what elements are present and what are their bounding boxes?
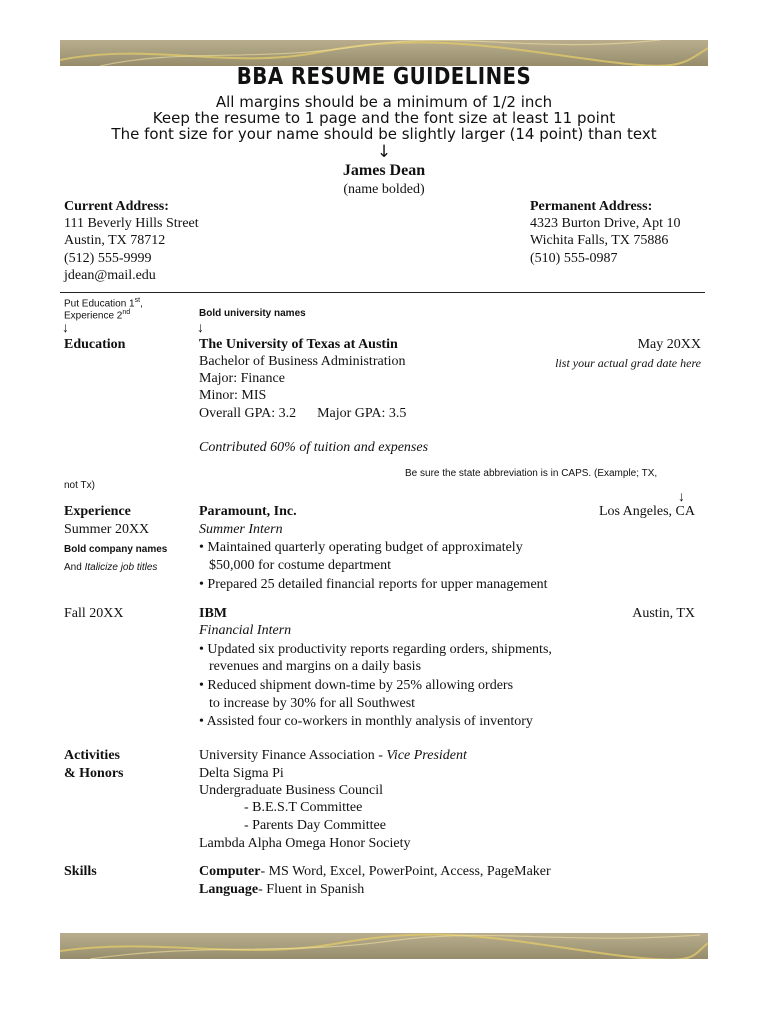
job-bullet: • Assisted four co-workers in monthly analysis of inventory: [199, 714, 533, 729]
skill-computer: [199, 864, 551, 880]
honors-heading: & Honors: [64, 766, 124, 781]
school-name: The University of Texas at Austin: [199, 337, 398, 352]
header-decorative-band: [60, 40, 708, 66]
note-text: Italicize job titles: [84, 562, 158, 573]
swirl-decoration-icon: [60, 40, 708, 66]
job-title: Summer Intern: [199, 522, 283, 537]
skill-label: Language: [199, 882, 259, 897]
footer-decorative-band: [60, 933, 708, 959]
activity-item: Lambda Alpha Omega Honor Society: [199, 836, 411, 851]
down-arrow-icon: ↓: [62, 319, 69, 335]
bullet-continuation: to increase by 30% for all Southwest: [209, 696, 416, 711]
note-bold-company: Bold company names: [64, 544, 168, 555]
current-street: 111 Beverly Hills Street: [64, 216, 199, 231]
note-text: And: [64, 562, 85, 573]
guideline-name-size: The font size for your name should be slightly larger (14 point) than text: [111, 125, 657, 143]
guideline-margins: All margins should be a minimum of 1/2 inch: [215, 93, 553, 111]
skill-value: - MS Word, Excel, PowerPoint, Access, PageMaker: [260, 864, 551, 879]
date-note: list your actual grad date here: [555, 356, 701, 370]
note-education-first: [64, 297, 143, 309]
activity-subitem: - Parents Day Committee: [244, 818, 386, 833]
education-heading: Education: [64, 337, 126, 352]
current-city: Austin, TX 78712: [64, 233, 166, 248]
note-text: Experience 2: [64, 310, 123, 322]
company-name: IBM: [199, 606, 227, 621]
job-bullet: • Prepared 25 detailed financial reports for upper management: [199, 577, 548, 592]
job-title: Financial Intern: [199, 623, 292, 638]
job-location: Los Angeles, CA: [598, 504, 695, 519]
current-phone: (512) 555-9999: [64, 251, 152, 266]
company-name: Paramount, Inc.: [199, 504, 297, 519]
activity-org: University Finance Association -: [199, 748, 387, 763]
activity-subitem: - B.E.S.T Committee: [244, 800, 363, 815]
job-bullet: • Reduced shipment down-time by 25% allowing orders: [199, 678, 514, 693]
skill-value: - Fluent in Spanish: [258, 882, 365, 897]
swirl-decoration-icon: [60, 933, 708, 959]
activity-item: Undergraduate Business Council: [199, 783, 384, 798]
section-divider: [60, 292, 705, 293]
permanent-city: Wichita Falls, TX 75886: [530, 233, 669, 248]
experience-heading: Experience: [64, 504, 131, 519]
note-superscript: nd: [122, 309, 131, 316]
down-arrow-icon: ↓: [197, 319, 204, 335]
graduation-date: May 20XX: [637, 337, 701, 352]
permanent-phone: (510) 555-0987: [530, 251, 618, 266]
note-text: Put Education 1: [64, 298, 135, 310]
page-title: BBA RESUME GUIDELINES: [236, 64, 532, 90]
note-bold-university: Bold university names: [199, 308, 306, 319]
bullet-text: Prepared 25 detailed financial reports for upper management: [207, 577, 548, 592]
skills-heading: Skills: [64, 864, 97, 879]
bullet-text: Maintained quarterly operating budget of approximately: [207, 540, 523, 555]
degree: Bachelor of Business Administration: [199, 354, 406, 369]
job-term: Fall 20XX: [64, 606, 124, 621]
permanent-street: 4323 Burton Drive, Apt 10: [530, 216, 681, 231]
candidate-name: James Dean: [342, 162, 426, 179]
note-experience-second: [64, 309, 130, 321]
tuition-note: Contributed 60% of tuition and expenses: [199, 440, 429, 455]
major: Major: Finance: [199, 371, 285, 386]
permanent-address-label: Permanent Address:: [530, 199, 653, 214]
gpa: Overall GPA: 3.2 Major GPA: 3.5: [199, 406, 407, 421]
note-state-caps: Be sure the state abbreviation is in CAPS. (Example; TX,: [405, 468, 658, 479]
guideline-page-length: Keep the resume to 1 page and the font size at least 11 point: [152, 109, 616, 127]
job-bullet: • Updated six productivity reports regarding orders, shipments,: [199, 642, 552, 657]
job-bullet: • Maintained quarterly operating budget of approximately: [199, 540, 523, 555]
activity-item: Delta Sigma Pi: [199, 766, 284, 781]
minor: Minor: MIS: [199, 388, 267, 403]
down-arrow-icon: ↓: [678, 488, 685, 504]
current-address-label: Current Address:: [64, 199, 169, 214]
bullet-text: Reduced shipment down-time by 25% allowing orders: [207, 678, 514, 693]
note-text: ,: [140, 298, 143, 310]
name-note: (name bolded): [343, 182, 425, 197]
bullet-text: Assisted four co-workers in monthly analysis of inventory: [206, 714, 533, 729]
activity-role: Vice President: [386, 748, 467, 763]
bullet-text: Updated six productivity reports regarding orders, shipments,: [207, 642, 552, 657]
current-email[interactable]: jdean@mail.edu: [64, 268, 156, 283]
bullet-continuation: $50,000 for costume department: [209, 558, 391, 573]
note-superscript: st: [134, 297, 141, 304]
activities-heading: Activities: [64, 748, 120, 763]
activity-item: [199, 748, 467, 764]
note-italic-titles: [64, 562, 157, 573]
skill-language: [199, 882, 364, 898]
skill-label: Computer: [199, 864, 261, 879]
job-term: Summer 20XX: [64, 522, 150, 537]
down-arrow-icon: ↓: [376, 142, 392, 162]
job-location: Austin, TX: [632, 606, 695, 621]
note-state-caps-cont: not Tx): [64, 480, 95, 491]
bullet-continuation: revenues and margins on a daily basis: [209, 659, 422, 674]
